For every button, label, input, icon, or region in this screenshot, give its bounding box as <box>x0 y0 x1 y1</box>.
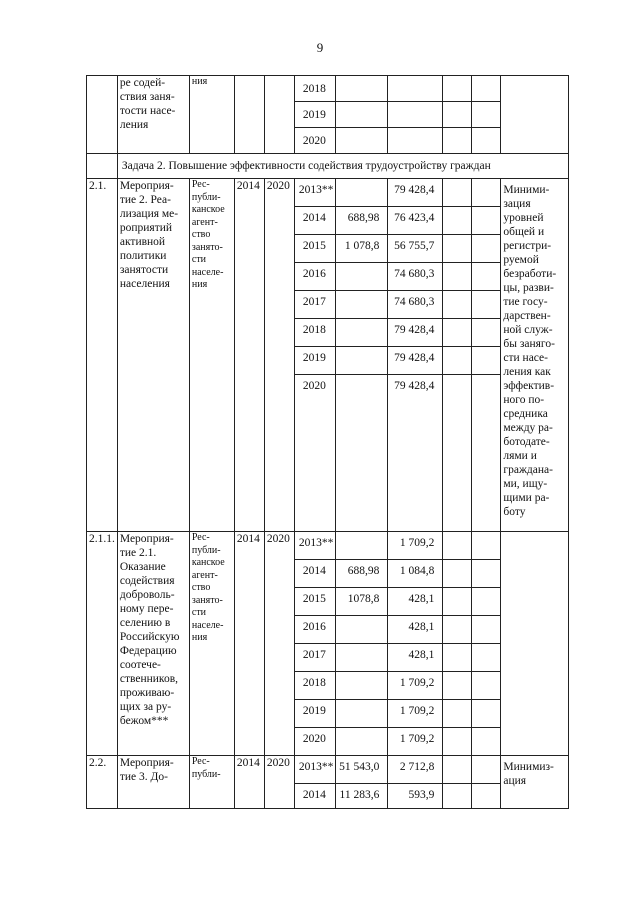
value-cell <box>336 672 388 700</box>
value-cell <box>443 207 472 235</box>
table-row <box>87 532 569 560</box>
value-cell: 1078,8 <box>336 588 388 616</box>
executor-cell: Рес- публи- <box>189 756 234 809</box>
result-cell: Миними- зация уровней общей и регистри- руемой безработи- цы, разви- тие госу- дарствен- ной служ- бы заняго- сти насе- ления как эффектив- ного по- средника между ра- ботодате- лями и гражданa- ми, ищу- щими ра- боту <box>501 179 569 532</box>
year-cell: 2015 <box>294 235 336 263</box>
value-cell <box>443 560 472 588</box>
value-cell <box>443 672 472 700</box>
value-cell <box>443 235 472 263</box>
program-table <box>86 75 569 809</box>
year-cell: 2014 <box>294 784 336 809</box>
value-cell: 1 709,2 <box>388 728 443 756</box>
value-cell <box>443 728 472 756</box>
row-number-cell <box>87 76 118 154</box>
end-year-cell: 2020 <box>264 756 294 809</box>
start-year-cell: 2014 <box>234 179 264 532</box>
year-cell: 2015 <box>294 588 336 616</box>
value-cell <box>336 179 388 207</box>
value-cell: 1 709,2 <box>388 700 443 728</box>
value-cell <box>443 375 472 532</box>
measure-name-cell: Мероприя- тие 2.1. Оказание содействия доброволь- ному пере- селению в Российскую Федерацию соотече- ственников, проживаю- щих за ру- бежом*** <box>117 532 189 756</box>
value-cell <box>472 756 501 784</box>
value-cell <box>443 532 472 560</box>
measure-name-cell: Мероприя- тие 3. До- <box>117 756 189 809</box>
start-year-cell: 2014 <box>234 756 264 809</box>
executor-cell: ния <box>189 76 234 154</box>
value-cell <box>472 207 501 235</box>
value-cell <box>336 291 388 319</box>
row-number-cell: 2.1. <box>87 179 118 532</box>
value-cell <box>336 102 388 128</box>
page-number: 9 <box>316 40 324 55</box>
table-row <box>87 756 569 784</box>
year-cell: 2018 <box>294 319 336 347</box>
value-cell <box>472 784 501 809</box>
year-cell: 2014 <box>294 207 336 235</box>
year-cell: 2018 <box>294 672 336 700</box>
value-cell: 1 709,2 <box>388 672 443 700</box>
value-cell: 76 423,4 <box>388 207 443 235</box>
value-cell <box>336 728 388 756</box>
value-cell: 688,98 <box>336 560 388 588</box>
task-row <box>87 154 569 179</box>
value-cell: 79 428,4 <box>388 375 443 532</box>
value-cell: 1 078,8 <box>336 235 388 263</box>
value-cell: 428,1 <box>388 588 443 616</box>
result-cell: Минимиз- ация <box>501 756 569 809</box>
value-cell <box>443 319 472 347</box>
value-cell <box>443 128 472 154</box>
value-cell <box>388 102 443 128</box>
value-cell <box>443 700 472 728</box>
year-cell: 2016 <box>294 263 336 291</box>
table-row <box>87 76 569 102</box>
year-cell: 2019 <box>294 102 336 128</box>
year-cell: 2020 <box>294 128 336 154</box>
result-cell <box>501 532 569 756</box>
value-cell <box>443 644 472 672</box>
value-cell <box>336 616 388 644</box>
year-cell: 2019 <box>294 347 336 375</box>
value-cell <box>443 616 472 644</box>
value-cell <box>336 532 388 560</box>
value-cell: 51 543,0 <box>336 756 388 784</box>
value-cell <box>472 700 501 728</box>
value-cell: 428,1 <box>388 644 443 672</box>
value-cell <box>472 560 501 588</box>
value-cell <box>388 128 443 154</box>
value-cell: 2 712,8 <box>388 756 443 784</box>
executor-cell: Рес- публи- канское агент- ство занято- сти населе- ния <box>189 532 234 756</box>
table-row <box>87 179 569 207</box>
value-cell <box>472 128 501 154</box>
value-cell <box>336 700 388 728</box>
value-cell: 56 755,7 <box>388 235 443 263</box>
year-cell: 2013** <box>294 179 336 207</box>
start-year-cell <box>234 76 264 154</box>
value-cell <box>336 76 388 102</box>
value-cell: 74 680,3 <box>388 291 443 319</box>
value-cell <box>472 102 501 128</box>
value-cell <box>472 291 501 319</box>
value-cell <box>472 319 501 347</box>
value-cell <box>472 76 501 102</box>
value-cell <box>443 263 472 291</box>
value-cell: 428,1 <box>388 616 443 644</box>
year-cell: 2013** <box>294 532 336 560</box>
year-cell: 2020 <box>294 728 336 756</box>
value-cell: 79 428,4 <box>388 179 443 207</box>
result-cell <box>501 76 569 154</box>
end-year-cell: 2020 <box>264 532 294 756</box>
executor-cell: Рес- публи- канское агент- ство занято- сти населе- ния <box>189 179 234 532</box>
value-cell <box>336 128 388 154</box>
value-cell <box>443 291 472 319</box>
value-cell <box>472 728 501 756</box>
year-cell: 2016 <box>294 616 336 644</box>
measure-name-cell: Мероприя- тие 2. Реа- лизация ме- роприятий активной политики занятости населения <box>117 179 189 532</box>
row-number-cell <box>87 154 118 179</box>
row-number-cell: 2.1.1. <box>87 532 118 756</box>
measure-name-cell: ре содей- ствия заня- тости насе- ления <box>117 76 189 154</box>
value-cell: 593,9 <box>388 784 443 809</box>
value-cell <box>472 235 501 263</box>
value-cell <box>336 644 388 672</box>
value-cell: 74 680,3 <box>388 263 443 291</box>
value-cell <box>443 179 472 207</box>
row-number-cell: 2.2. <box>87 756 118 809</box>
value-cell <box>443 588 472 616</box>
value-cell <box>472 616 501 644</box>
value-cell <box>336 347 388 375</box>
value-cell: 1 084,8 <box>388 560 443 588</box>
value-cell <box>472 588 501 616</box>
year-cell: 2019 <box>294 700 336 728</box>
value-cell <box>336 319 388 347</box>
value-cell <box>472 672 501 700</box>
task-title: Задача 2. Повышение эффективности содействия трудоустройству граждан <box>117 154 569 179</box>
year-cell: 2013** <box>294 756 336 784</box>
end-year-cell: 2020 <box>264 179 294 532</box>
year-cell: 2018 <box>294 76 336 102</box>
value-cell <box>472 347 501 375</box>
value-cell: 79 428,4 <box>388 319 443 347</box>
year-cell: 2017 <box>294 291 336 319</box>
value-cell <box>336 375 388 532</box>
value-cell: 79 428,4 <box>388 347 443 375</box>
value-cell <box>472 532 501 560</box>
value-cell <box>472 263 501 291</box>
year-cell: 2014 <box>294 560 336 588</box>
start-year-cell: 2014 <box>234 532 264 756</box>
value-cell <box>443 102 472 128</box>
value-cell <box>443 76 472 102</box>
value-cell <box>472 644 501 672</box>
value-cell <box>443 784 472 809</box>
year-cell: 2020 <box>294 375 336 532</box>
value-cell <box>336 263 388 291</box>
value-cell: 11 283,6 <box>336 784 388 809</box>
end-year-cell <box>264 76 294 154</box>
year-cell: 2017 <box>294 644 336 672</box>
value-cell <box>388 76 443 102</box>
value-cell: 1 709,2 <box>388 532 443 560</box>
value-cell <box>472 375 501 532</box>
value-cell: 688,98 <box>336 207 388 235</box>
value-cell <box>472 179 501 207</box>
value-cell <box>443 347 472 375</box>
value-cell <box>443 756 472 784</box>
